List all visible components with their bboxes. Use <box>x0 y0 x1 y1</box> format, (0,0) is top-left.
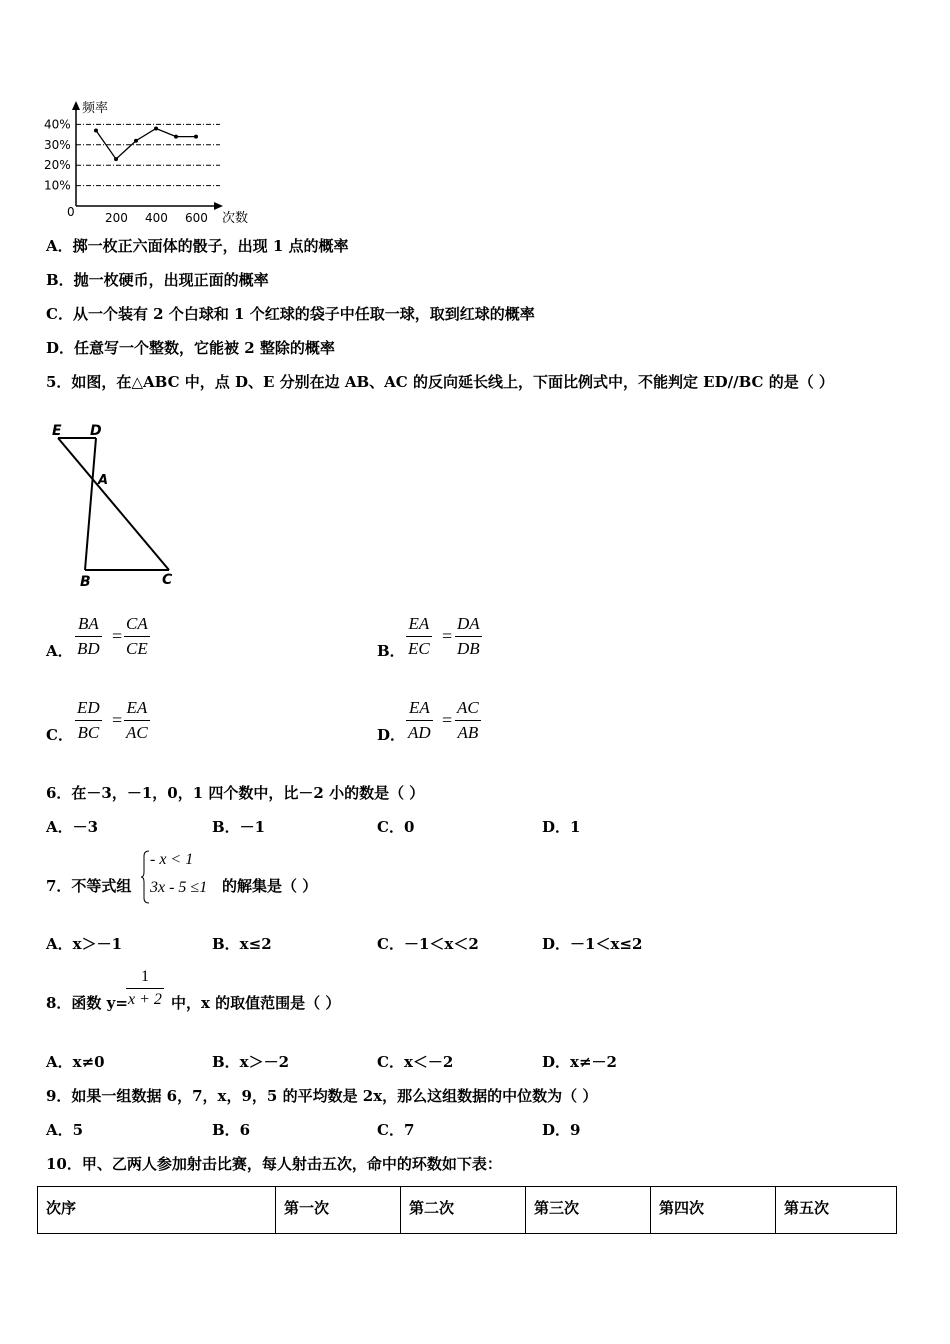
label-e: E <box>52 423 62 439</box>
table-header-cell: 第四次 <box>651 1187 776 1234</box>
q7-stem-suffix: 的解集是（ ） <box>222 877 318 895</box>
q6-option-d: D．1 <box>542 818 581 836</box>
q8-stem-suffix: 中，x 的取值范围是（ ） <box>171 994 341 1012</box>
q6-option-b: B．－1 <box>212 818 266 836</box>
q7-stem-prefix: 7．不等式组 <box>46 877 132 895</box>
label-c: C <box>162 572 173 588</box>
table-header-cell: 第二次 <box>401 1187 526 1234</box>
q6-stem: 6．在－3，－1，0，1 四个数中，比－2 小的数是（ ） <box>46 784 425 802</box>
q5-option-b-label: B． <box>377 642 405 660</box>
table-header-cell: 第一次 <box>276 1187 401 1234</box>
q5-option-a-frac1: $\frac{BA}{BD}$ <box>77 614 100 658</box>
q5-option-c-label: C． <box>46 726 73 744</box>
y-tick-label: 20% <box>44 158 71 173</box>
q5-option-a-eq: = <box>112 626 123 646</box>
q5-option-a-frac2: $\frac{CA}{CE}$ <box>126 614 148 658</box>
table-header-cell: 第三次 <box>526 1187 651 1234</box>
q9-stem: 9．如果一组数据 6，7，x，9，5 的平均数是 2x，那么这组数据的中位数为（ ） <box>46 1087 598 1105</box>
x-tick-labels <box>105 211 208 225</box>
data-point <box>94 129 98 133</box>
x-tick-label: 400 <box>145 211 168 225</box>
q5-option-d-label: D． <box>377 726 406 744</box>
origin-label: 0 <box>67 205 75 219</box>
q4-option-c: C．从一个装有 2 个白球和 1 个红球的袋子中任取一球，取到红球的概率 <box>46 305 535 323</box>
q7-option-b: B．x≤2 <box>212 935 272 953</box>
x-axis-label: 次数 <box>222 211 249 226</box>
y-tick-label: 30% <box>44 137 71 152</box>
q5-option-d-frac2: $\frac{AC}{AB}$ <box>457 698 479 742</box>
data-point <box>134 139 138 143</box>
x-axis-arrow <box>214 202 223 210</box>
q5-stem: 5．如图，在△ABC 中，点 D、E 分别在边 AB、AC 的反向延长线上，下面比例式中，不能判定 ED//BC 的是（ ） <box>46 373 834 391</box>
q4-option-d: D．任意写一个整数，它能被 2 整除的概率 <box>46 339 335 357</box>
q5-option-d-frac1: $\frac{EA}{AD}$ <box>408 698 431 742</box>
label-d: D <box>90 423 102 439</box>
q8-option-c: C．x＜－2 <box>377 1053 454 1071</box>
q4-option-b: B．抛一枚硬币，出现正面的概率 <box>46 271 269 289</box>
table-row <box>38 1187 897 1234</box>
q9-option-c: C．7 <box>377 1121 415 1139</box>
y-tick-labels <box>44 117 71 192</box>
y-axis-arrow <box>72 101 80 110</box>
series-points <box>94 126 198 161</box>
q5-option-c-frac2: $\frac{EA}{AC}$ <box>126 698 148 742</box>
q8-stem-prefix: 8．函数 y= <box>46 994 128 1012</box>
table-header-cell: 第五次 <box>776 1187 897 1234</box>
q6-option-c: C．0 <box>377 818 415 836</box>
triangle-figure <box>44 418 184 593</box>
label-a: A <box>98 473 109 488</box>
table-header-cell: 次序 <box>38 1187 276 1234</box>
series-line <box>96 128 196 159</box>
q7-option-a: A．x＞－1 <box>46 935 123 953</box>
q5-option-a-label: A． <box>46 642 73 660</box>
q8-fraction: $\frac{1}{x + 2}$ <box>128 968 162 1008</box>
q8-option-b: B．x＞－2 <box>212 1053 290 1071</box>
x-tick-label: 200 <box>105 211 128 225</box>
q5-option-d-eq: = <box>442 710 453 730</box>
q8-option-d: D．x≠－2 <box>542 1053 617 1071</box>
q5-option-b-frac1: $\frac{EA}{EC}$ <box>408 614 430 658</box>
q5-option-c-frac1: $\frac{ED}{BC}$ <box>77 698 100 742</box>
data-point <box>114 157 118 161</box>
q7-option-d: D．－1＜x≤2 <box>542 935 643 953</box>
q9-option-b: B．6 <box>212 1121 251 1139</box>
q5-option-b-frac2: $\frac{DA}{DB}$ <box>457 614 480 658</box>
q7-brace <box>140 850 150 904</box>
data-point <box>154 126 158 130</box>
q9-option-a: A．5 <box>46 1121 84 1139</box>
q4-option-a: A．掷一枚正六面体的骰子，出现 1 点的概率 <box>46 237 349 255</box>
y-axis-label: 频率 <box>82 101 109 116</box>
q5-option-b-eq: = <box>442 626 453 646</box>
q7-ineq2: 3x - 5 ≤1 <box>150 879 208 896</box>
label-b: B <box>80 574 91 590</box>
q9-option-d: D．9 <box>542 1121 581 1139</box>
q10-table <box>37 1186 897 1234</box>
q5-option-c-eq: = <box>112 710 123 730</box>
y-tick-label: 10% <box>44 178 71 193</box>
q7-option-c: C．－1＜x＜2 <box>377 935 479 953</box>
q10-stem: 10．甲、乙两人参加射击比赛，每人射击五次，命中的环数如下表： <box>46 1155 502 1173</box>
data-point <box>174 135 178 139</box>
frequency-line-chart <box>40 98 270 230</box>
y-tick-label: 40% <box>44 117 71 132</box>
q6-option-a: A．－3 <box>46 818 99 836</box>
data-point <box>194 135 198 139</box>
q8-option-a: A．x≠0 <box>46 1053 105 1071</box>
q7-ineq1: - x < 1 <box>150 851 194 868</box>
x-tick-label: 600 <box>185 211 208 225</box>
